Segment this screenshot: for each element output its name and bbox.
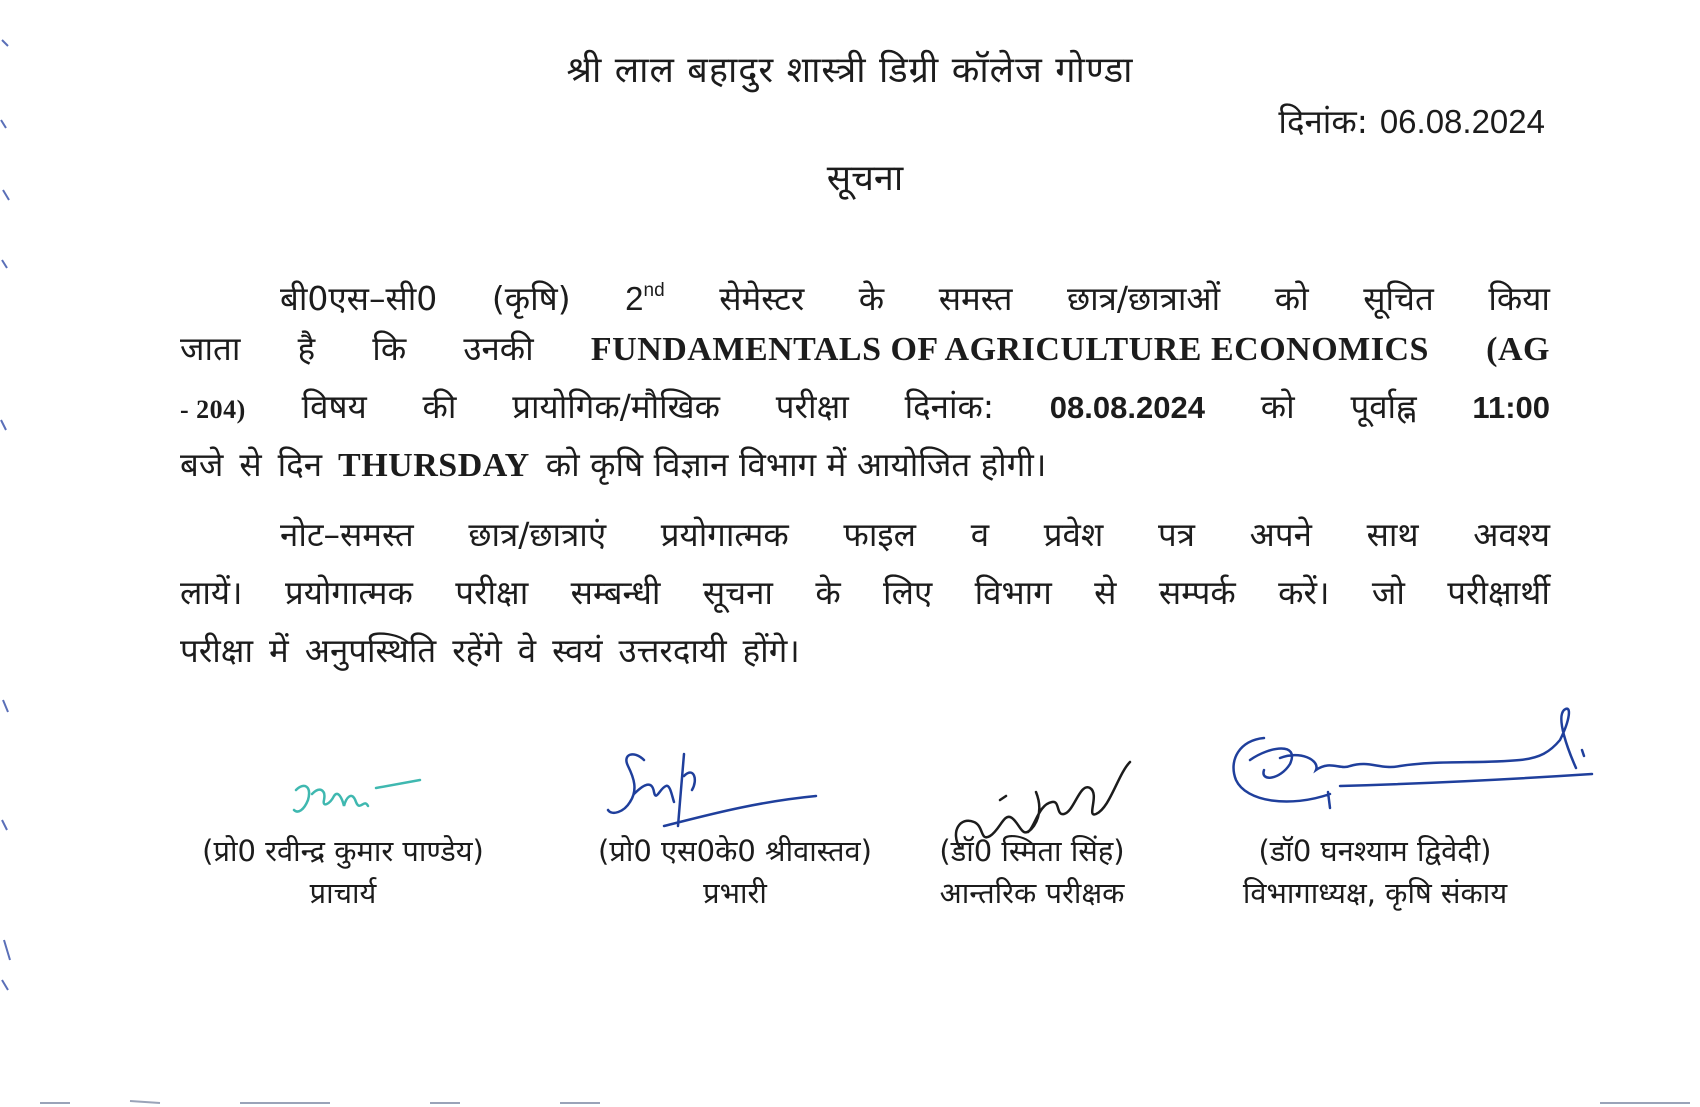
- paragraph-line: [180, 622, 1550, 680]
- course-stream: (कृषि): [491, 279, 571, 318]
- signatory-title: आन्तरिक परीक्षक: [939, 876, 1125, 910]
- word: प्रयोगात्मक: [660, 515, 789, 554]
- word: लायें।: [180, 573, 243, 612]
- word: है: [297, 329, 316, 368]
- word: वे: [517, 631, 537, 670]
- scan-bottom-edge: [0, 1095, 1700, 1107]
- signature-principal: [290, 776, 440, 826]
- exam-time: 11:00: [1472, 390, 1550, 425]
- word: अनुपस्थिति: [304, 631, 437, 670]
- word: करें।: [1278, 573, 1330, 612]
- word: बजे: [180, 445, 224, 484]
- word: को: [1260, 387, 1295, 426]
- word: के: [858, 279, 885, 318]
- word: अवश्य: [1473, 515, 1550, 554]
- word: अपने: [1249, 515, 1312, 554]
- paragraph-line: [180, 378, 1550, 436]
- word: दिन: [277, 445, 323, 484]
- word: विभाग: [974, 573, 1052, 612]
- paragraph-line: [180, 564, 1550, 622]
- word: सेमेस्टर: [719, 279, 805, 318]
- word: स्वयं: [552, 631, 603, 670]
- word: में: [269, 631, 289, 670]
- subject-name: FUNDAMENTALS OF AGRICULTURE ECONOMICS: [590, 331, 1429, 368]
- word: साथ: [1366, 515, 1419, 554]
- signatory: [1205, 830, 1545, 914]
- word: समस्त: [938, 279, 1013, 318]
- word: प्रयोगात्मक: [284, 573, 413, 612]
- word: जाता: [180, 329, 241, 368]
- note-paragraph: [180, 506, 1550, 680]
- paragraph-line: [180, 436, 1550, 494]
- exam-date: 08.08.2024: [1049, 390, 1205, 425]
- signatory-name: (डॉ0 घनश्याम द्विवेदी): [1258, 834, 1492, 868]
- word: रहेंगे: [452, 631, 502, 670]
- signatory-name: (डॉ0 स्मिता सिंह): [939, 834, 1125, 868]
- signatory: [178, 830, 508, 914]
- word: प्रवेश: [1043, 515, 1104, 554]
- signatory-title: विभागाध्यक्ष, कृषि संकाय: [1242, 876, 1508, 910]
- semester-number: 2nd: [625, 280, 665, 317]
- word: सम्पर्क: [1158, 573, 1236, 612]
- paragraph-line: [180, 262, 1550, 320]
- word: सम्बन्धी: [570, 573, 661, 612]
- signature-head-of-department: [1220, 690, 1600, 820]
- word: विषय: [301, 387, 367, 426]
- signatory: [580, 830, 890, 914]
- word: जो: [1371, 573, 1405, 612]
- notice-paragraph: [180, 262, 1550, 494]
- word: सूचित: [1363, 279, 1434, 318]
- notice-date: [1278, 98, 1545, 143]
- word: सूचना: [702, 573, 773, 612]
- note-label: नोट–समस्त: [280, 515, 414, 554]
- signatory-title: प्राचार्य: [309, 876, 377, 910]
- word: परीक्षा: [180, 631, 253, 670]
- word: परीक्षार्थी: [1447, 573, 1550, 612]
- signatory-name: (प्रो0 एस0के0 श्रीवास्तव): [598, 834, 872, 868]
- word: से: [1094, 573, 1117, 612]
- word: पूर्वाह्न: [1350, 387, 1417, 426]
- word: को: [1274, 279, 1309, 318]
- signatures-section: [0, 680, 1700, 940]
- signatory-name: (प्रो0 रवीन्द्र कुमार पाण्डेय): [202, 834, 484, 868]
- word: छात्र/छात्राओं: [1066, 279, 1221, 318]
- word: होंगे।: [742, 631, 800, 670]
- signatory-title: प्रभारी: [703, 876, 767, 910]
- paragraph-line: [180, 506, 1550, 564]
- subject-code-start: (AG: [1486, 331, 1550, 368]
- word: लिए: [883, 573, 933, 612]
- date-label: दिनांक:: [1278, 102, 1368, 141]
- word: कि: [372, 329, 407, 368]
- word: फाइल: [843, 515, 916, 554]
- word: किया: [1488, 279, 1550, 318]
- word: प्रायोगिक/मौखिक: [512, 387, 720, 426]
- word: से: [239, 445, 262, 484]
- word: उनकी: [463, 329, 534, 368]
- word: उत्तरदायी: [618, 631, 727, 670]
- paragraph-line: [180, 320, 1550, 378]
- word: की: [422, 387, 457, 426]
- college-name: श्री लाल बहादुर शास्त्री डिग्री कॉलेज गोण्डा: [566, 50, 1134, 91]
- word: छात्र/छात्राएं: [468, 515, 607, 554]
- word: परीक्षा: [455, 573, 529, 612]
- date-value: 06.08.2024: [1379, 103, 1545, 140]
- notice-heading: सूचना: [826, 158, 904, 199]
- sentence-end: को कृषि विज्ञान विभाग में आयोजित होगी।: [545, 445, 1047, 484]
- word: पत्र: [1158, 515, 1195, 554]
- word: परीक्षा: [775, 387, 849, 426]
- exam-day: THURSDAY: [338, 447, 530, 484]
- word: के: [815, 573, 841, 612]
- subject-code-end: - 204): [180, 395, 246, 424]
- signature-incharge: [604, 746, 824, 836]
- word: दिनांक:: [904, 387, 994, 426]
- word: व: [970, 515, 990, 554]
- signatory: [912, 830, 1152, 914]
- course-name: बी0एस–सी0: [280, 279, 438, 318]
